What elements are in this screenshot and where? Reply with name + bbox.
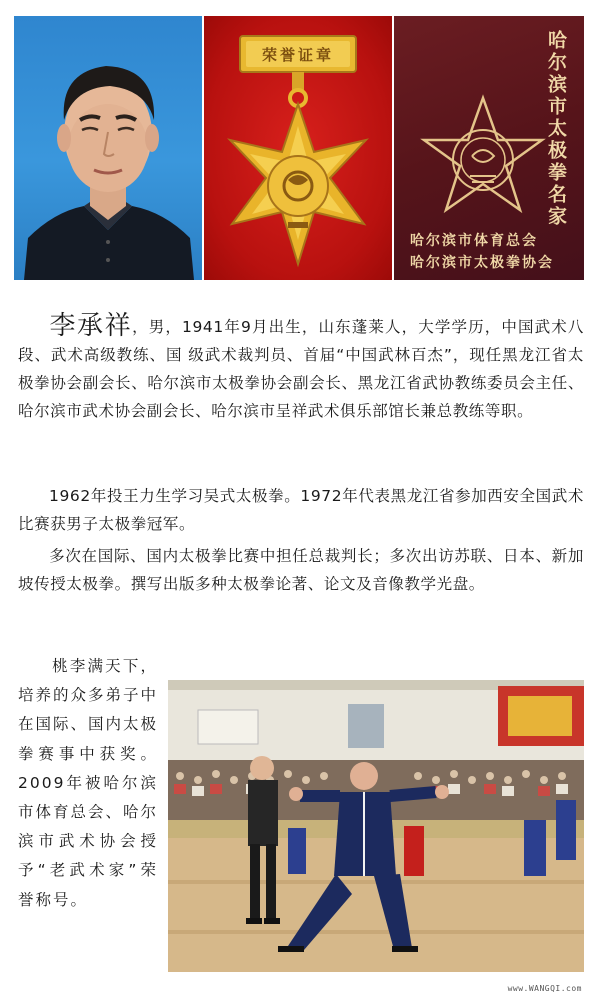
medal-illustration: [204, 16, 392, 280]
certificate-emblem-icon: [418, 94, 548, 224]
certificate-issuer-2: 哈尔滨市太极拳协会: [410, 255, 554, 271]
bio-paragraph-1-text: ，男，1941年9月出生，山东蓬莱人，大学学历，中国武术八段、武术高级教练、国 级武术裁判员、首届“中国武林百杰”，现任黑龙江省太极拳协会副会长、哈尔滨市太极拳协会副会长、黑龙江省武协教练委员会主任、哈尔滨市武术协会副会长、哈尔滨市呈祥武术俱乐部馆长兼总教练等职。: [18, 318, 584, 420]
certificate-title: 哈尔滨市太极拳名家: [545, 30, 567, 228]
portrait-photo: [14, 16, 202, 280]
taiji-demonstration-illustration: [168, 680, 584, 972]
bio-paragraph-1: [18, 312, 584, 425]
taiji-demonstration-photo: [168, 680, 584, 972]
bio-paragraph-2: [18, 482, 584, 538]
bio-paragraph-3: [18, 542, 584, 598]
medal-photo: [204, 16, 392, 280]
bio-paragraph-4-text: 桃李满天下，培养的众多弟子中在国际、国内太极拳赛事中获奖。2009年被哈尔滨市体育总会、哈尔滨市武术协会授予“老武术家”荣誉称号。: [18, 657, 159, 909]
certificate-photo: [394, 16, 584, 280]
watermark: www.WANGQI.com: [507, 984, 582, 993]
portrait-illustration: [14, 16, 202, 280]
medal-ribbon-text: 荣誉证章: [261, 46, 335, 64]
person-name: 李承祥: [49, 311, 133, 341]
bio-paragraph-2-text: 1962年投王力生学习吴式太极拳。1972年代表黑龙江省参加西安全国武术比赛获男子太极拳冠军。: [18, 487, 584, 533]
bio-paragraph-3-text: 多次在国际、国内太极拳比赛中担任总裁判长；多次出访苏联、日本、新加坡传授太极拳。撰写出版多种太极拳论著、论文及音像教学光盘。: [18, 547, 584, 593]
certificate-issuer-1: 哈尔滨市体育总会: [410, 233, 538, 249]
bio-paragraph-4: [18, 652, 158, 915]
header-photo-strip: [14, 16, 584, 280]
